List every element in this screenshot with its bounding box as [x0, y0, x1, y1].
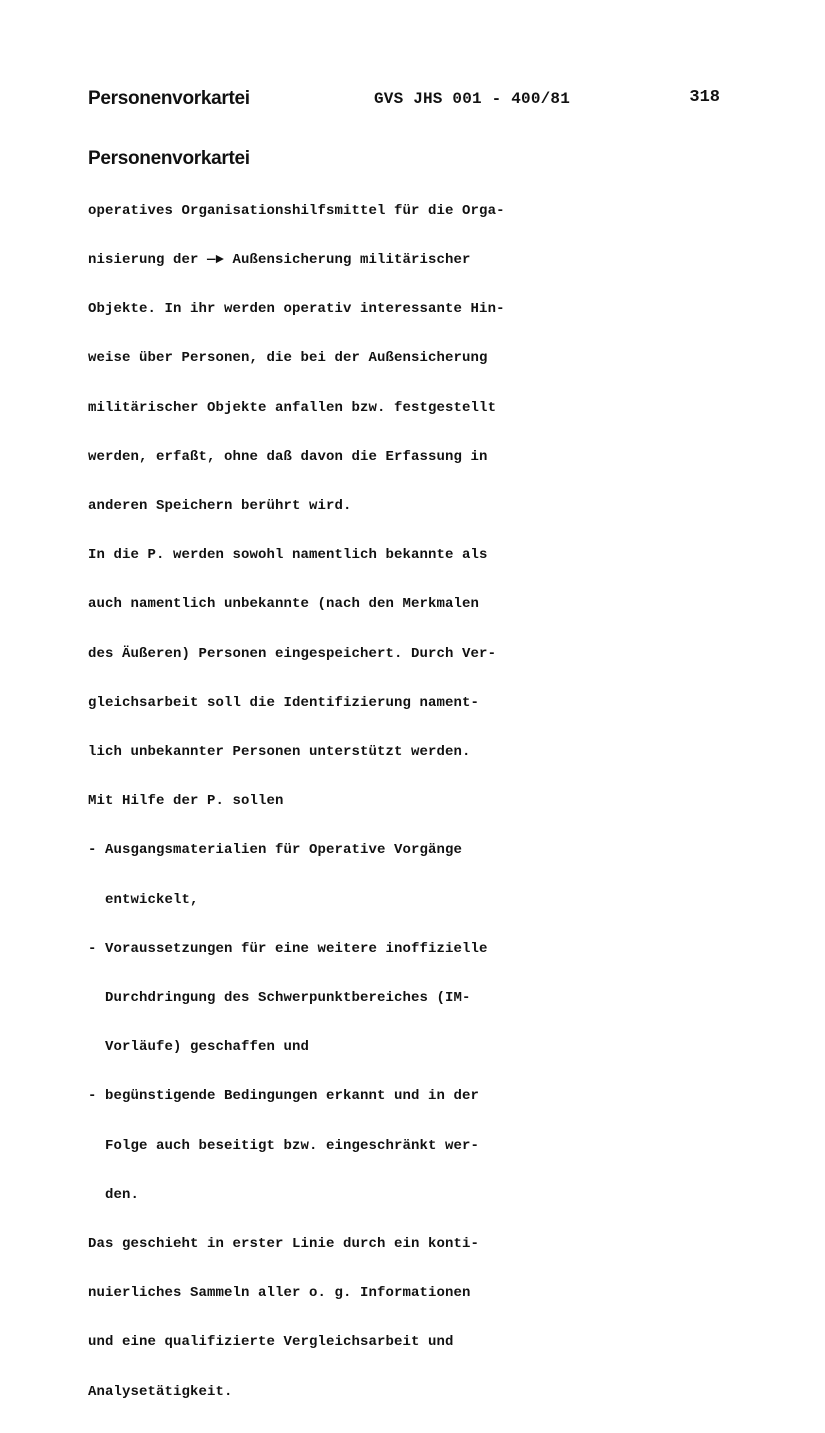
entry-line: gleichsarbeit soll die Identifizierung nament- — [88, 694, 480, 711]
list-item-continuation: den. — [88, 1186, 140, 1203]
entry-body — [88, 170, 588, 1433]
entry-line: auch namentlich unbekannte (nach den Merkmalen — [88, 596, 480, 613]
entry-line: werden, erfaßt, ohne daß davon die Erfassung in — [88, 448, 488, 465]
entry-line: Analysetätigkeit. — [88, 1383, 233, 1400]
entry-line: nuierliches Sammeln aller o. g. Informationen — [88, 1285, 471, 1302]
list-item: - Voraussetzungen für eine weitere inoffizielle — [88, 940, 488, 957]
entry-line: Mit Hilfe der P. sollen — [88, 793, 284, 810]
entry-line: anderen Speichern berührt wird. — [88, 498, 352, 515]
entry-line: Das geschieht in erster Linie durch ein konti- — [88, 1236, 480, 1253]
list-item-continuation: Vorläufe) geschaffen und — [88, 1039, 310, 1056]
running-head-title: Personenvorkartei — [88, 88, 250, 109]
entry-line: des Äußeren) Personen eingespeichert. Durch Ver- — [88, 645, 497, 662]
list-item-continuation: Durchdringung des Schwerpunktbereiches (IM- — [88, 990, 471, 1007]
entry-line: In die P. werden sowohl namentlich bekannte als — [88, 547, 488, 564]
list-item-continuation: entwickelt, — [88, 891, 199, 908]
entry-title: Personenvorkartei — [88, 148, 250, 169]
entry-line: operatives Organisationshilfsmittel für die Orga- — [88, 202, 505, 219]
entry-line: Objekte. In ihr werden operativ interessante Hin- — [88, 301, 505, 318]
entry-line: und eine qualifizierte Vergleichsarbeit und — [88, 1334, 454, 1351]
document-reference: GVS JHS 001 - 400/81 — [374, 90, 571, 108]
list-item-continuation: Folge auch beseitigt bzw. eingeschränkt wer- — [88, 1137, 480, 1154]
page-number: 318 — [689, 88, 720, 107]
entry-line: weise über Personen, die bei der Außensicherung — [88, 350, 488, 367]
entry-line: nisierung der —► Außensicherung militärischer — [88, 252, 471, 269]
dictionary-entry — [88, 148, 588, 1433]
page-header — [88, 88, 728, 118]
entry-line: militärischer Objekte anfallen bzw. festgestellt — [88, 399, 497, 416]
list-item: - Ausgangsmaterialien für Operative Vorgänge — [88, 842, 463, 859]
list-item: - begünstigende Bedingungen erkannt und in der — [88, 1088, 480, 1105]
entry-line: lich unbekannter Personen unterstützt werden. — [88, 744, 471, 761]
